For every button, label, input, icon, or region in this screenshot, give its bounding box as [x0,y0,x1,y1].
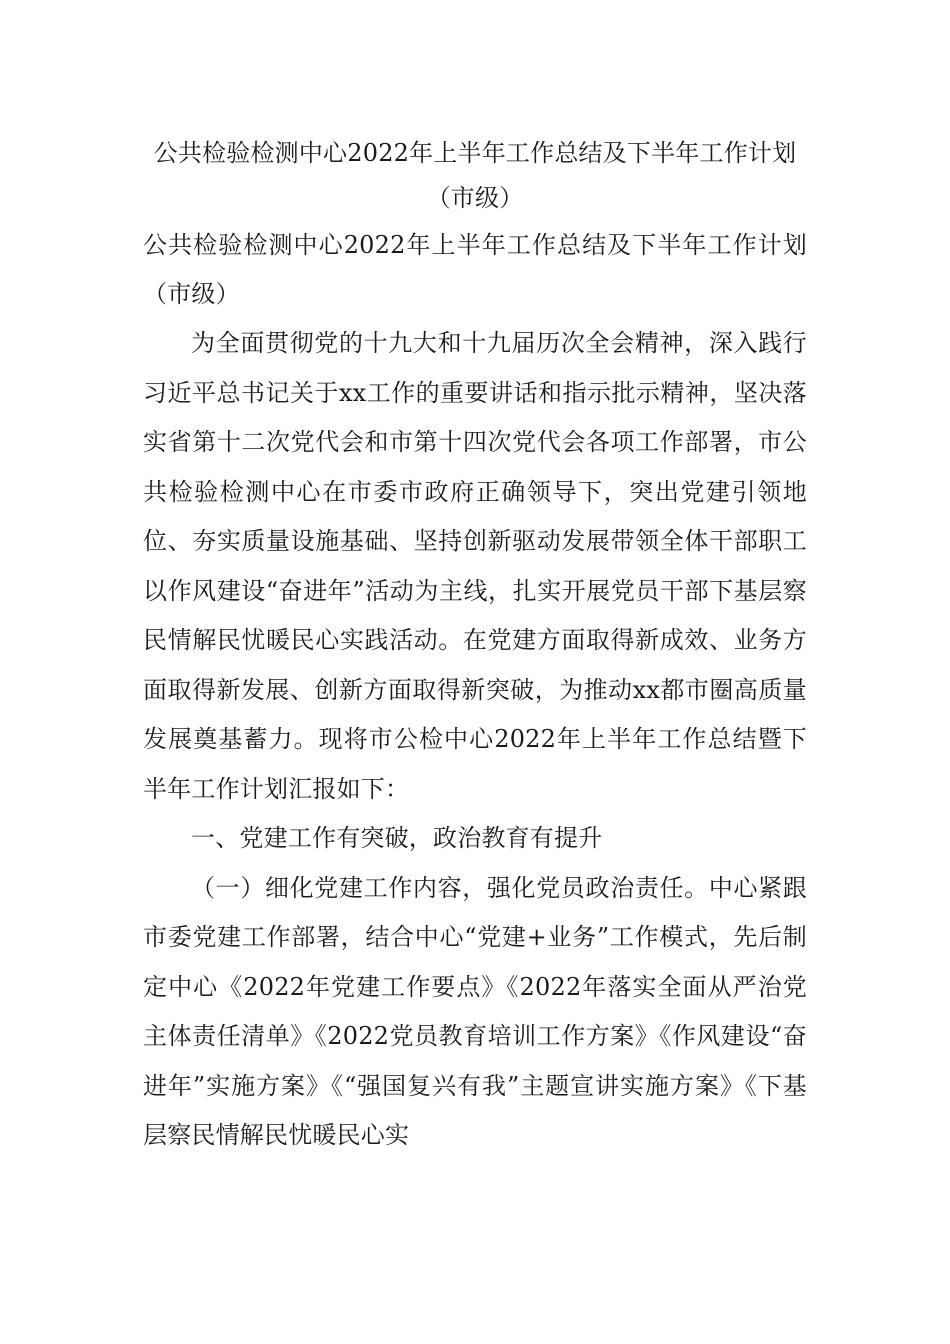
section-1-1-paragraph: （一）细化党建工作内容，强化党员政治责任。中心紧跟市委党建工作部署，结合中心“党建+业务”工作模式，先后制定中心《2022年党建工作要点》《2022年落实全面从严治党主体责任清单》《2022党员教育培训工作方案》《作风建设“奋进年”实施方案》《“强国复兴有我”主题宣讲实施方案》《下基层察民情解民忧暖民心实 [143,873,807,1149]
intro-paragraph: 为全面贯彻党的十九大和十九届历次全会精神，深入践行习近平总书记关于xx工作的重要讲话和指示批示精神，坚决落实省第十二次党代会和市第十四次党代会各项工作部署，市公共检验检测中心在市委市政府正确领导下，突出党建引领地位、夯实质量设施基础、坚持创新驱动发展带领全体干部职工以作风建设“奋进年”活动为主线，扎实开展党员干部下基层察民情解民忧暖民心实践活动。在党建方面取得新成效、业务方面取得新发展、创新方面取得新突破，为推动xx都市圈高质量发展奠基蓄力。现将市公检中心2022年上半年工作总结暨下半年工作计划汇报如下： [143,329,807,803]
document-body [143,131,807,1161]
document-subtitle: 公共检验检测中心2022年上半年工作总结及下半年工作计划（市级） [143,231,807,308]
document-title: 公共检验检测中心2022年上半年工作总结及下半年工作计划（市级） [153,139,797,212]
section-1-heading: 一、党建工作有突破，政治教育有提升 [191,824,603,852]
